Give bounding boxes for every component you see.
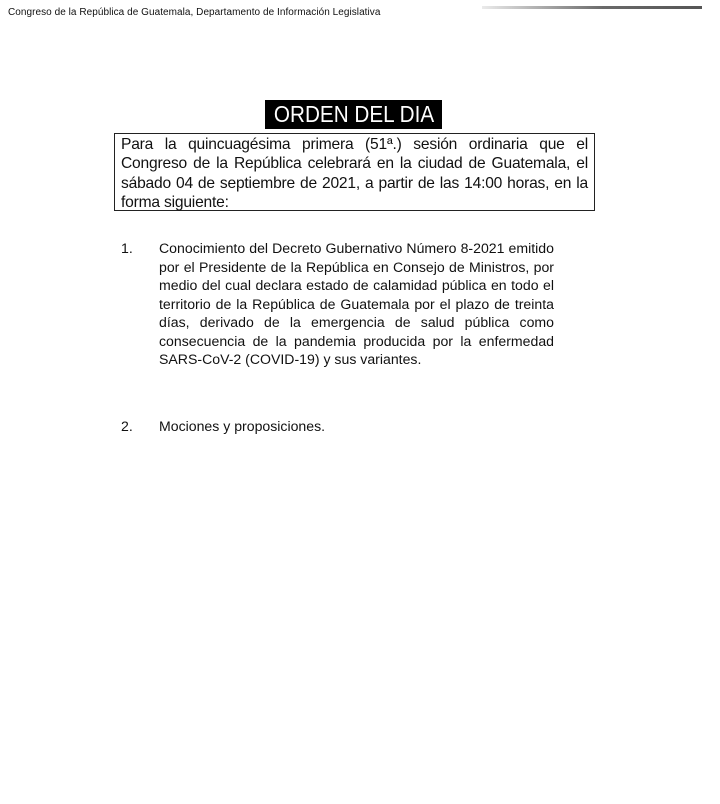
- agenda-item-text: Mociones y proposiciones.: [159, 418, 326, 434]
- agenda-item-text: Conocimiento del Decreto Gubernativo Número 8-2021 emitido por el Presidente de la República en Consejo de Ministros, por medio del cual declara estado de calamidad pública en todo el territorio de la República de Guatemala por el plazo de treinta días, derivado de la emergencia de salud pública como consecuencia de la pandemia producida por la enfermedad SARS-CoV-2 (COVID-19) y sus variantes.: [159, 240, 554, 367]
- agenda-item-number: 1.: [121, 240, 133, 256]
- header-source: Congreso de la República de Guatemala, Departamento de Información Legislativa: [8, 7, 381, 18]
- agenda-item-number: 2.: [121, 418, 133, 434]
- session-intro-text: Para la quincuagésima primera (51ª.) sesión ordinaria que el Congreso de la República celebrará en la ciudad de Guatemala, el sábado 04 de septiembre de 2021, a partir de las 14:00 horas, en la forma siguiente:: [121, 136, 588, 212]
- scan-artifact-line: [482, 6, 702, 9]
- page-title-text: ORDEN DEL DIA: [273, 101, 435, 127]
- session-intro-box: [114, 133, 595, 211]
- page-title: [265, 100, 442, 129]
